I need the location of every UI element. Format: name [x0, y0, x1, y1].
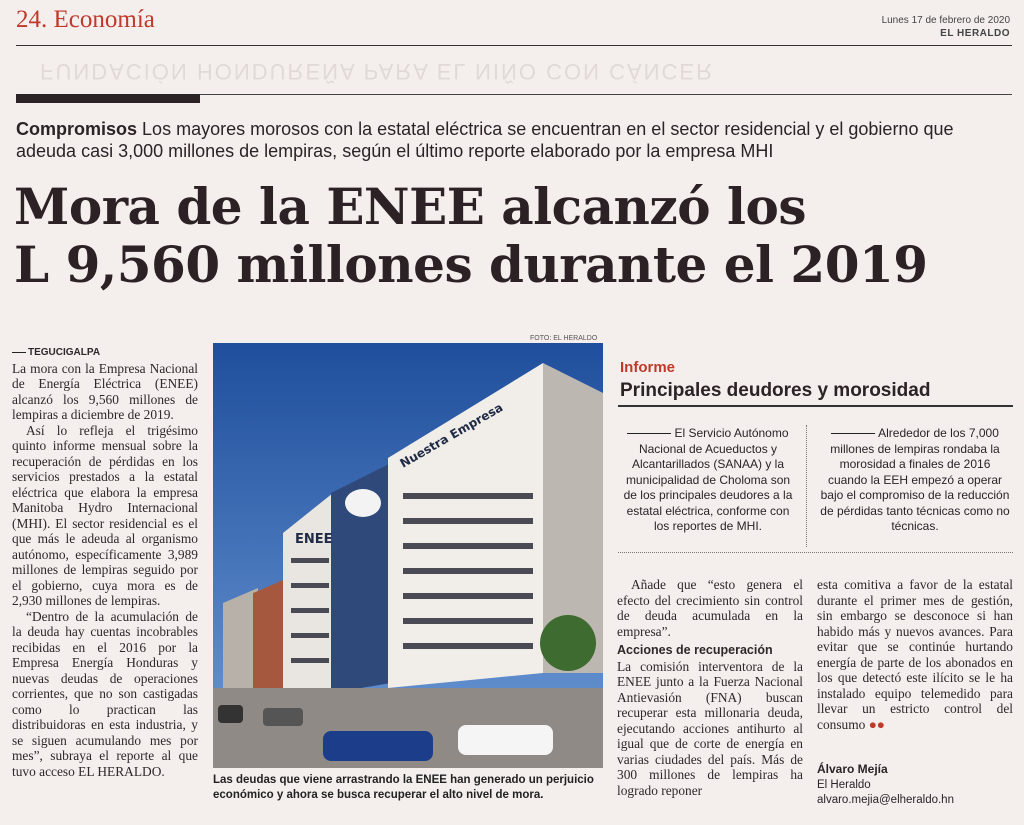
paragraph-2: Así lo refleja el trigésimo quinto informe mensual sobre la recuperación de pérdidas en los servicios prestados a la estatal eléctrica que elabora la empresa Manitoba Hydro Internacional (MHI). El sector residencial es el que más le adeuda al organismo autónomo, específicamente 3,989 millones de lempiras seguido por el gobierno, cuya mora es de 2,930 millones de lempiras. — [12, 422, 198, 608]
paragraph-3: “Dentro de la acumulación de la deuda hay cuentas incobrables recibidas en el 2016 por la Empresa Energía Honduras y nuevas deudas de operaciones corrientes, que no son castigadas como lo practican las distribuidoras en esta industria, y se siguen acumulando mes por mes”, subraya el reporte al que tuvo acceso EL HERALDO. — [12, 608, 198, 779]
building-sign-text-2: Nuestra Empresa — [397, 400, 506, 471]
body-column-3 — [617, 577, 803, 798]
deck — [16, 118, 1011, 162]
fact-2 — [820, 426, 1010, 535]
informe-rule — [618, 405, 1013, 407]
fact-rule — [627, 433, 671, 434]
author-email[interactable]: alvaro.mejia@elheraldo.hn — [817, 794, 954, 806]
building-photo — [213, 343, 603, 768]
paragraph-4: Añade que “esto genera el efecto del crecimiento sin control de deuda acumulada en la empresa”. — [617, 577, 803, 639]
building-sign-text: ENEE — [295, 532, 333, 547]
bleed-through-text: FUNDACIÓN HONDUREÑA PARA EL NIÑO CON CÁNCER — [40, 59, 714, 84]
enee-building-illustration — [213, 343, 603, 768]
paragraph-1: La mora con la Empresa Nacional de Energía Eléctrica (ENEE) alcanzó los 9,560 millones de lempiras a diciembre de 2019. — [12, 360, 198, 422]
fact-2-text: Alrededor de los 7,000 millones de lempiras rondaba la morosidad a finales de 2016 cuando la EEH empezó a operar bajo el compromiso de la reducción de pérdidas tanto técnicas como no técnicas. — [820, 426, 1010, 533]
deck-kicker: Compromisos — [16, 119, 138, 139]
fact-1-text: El Servicio Autónomo Nacional de Acueductos y Alcantarillados (SANAA) y la municipalidad de Choloma son de los principales deudores a la estatal eléctrica, conforme con los reportes de MHI. — [623, 426, 793, 533]
date-text: Lunes 17 de febrero de 2020 — [881, 15, 1010, 26]
section-title: 24. Economía — [16, 6, 155, 33]
paragraph-6: esta comitiva a favor de la estatal durante el primer mes de gestión, sin embargo se desconoce si han habido más y nuevos avances. Para evitar que se continúe hurtando energía de parte de los abonados en los que detectó este ilícito se le ha instalado equipo telemedido para llevar un estricto control del consumo — [817, 577, 1013, 732]
body-column-1 — [12, 345, 198, 779]
informe-bottom-rule — [618, 552, 1013, 553]
headline-line-1: Mora de la ENEE alcanzó los — [14, 177, 806, 236]
fact-separator — [806, 425, 808, 547]
fact-rule — [831, 433, 875, 434]
section-bar — [16, 94, 200, 103]
fact-1 — [618, 426, 798, 535]
informe-label: Informe — [620, 359, 676, 376]
issue-date — [882, 14, 1010, 40]
informe-title: Principales deudores y morosidad — [620, 380, 931, 401]
photo-credit: FOTO: EL HERALDO — [530, 335, 598, 342]
headline-line-2: L 9,560 millones durante el 2019 — [14, 235, 928, 294]
author-name: Álvaro Mejía — [817, 762, 888, 776]
headline — [14, 178, 1014, 294]
dateline: TEGUCIGALPA — [12, 345, 198, 361]
author-outlet: El Heraldo — [817, 779, 871, 791]
byline — [817, 762, 954, 808]
photo-caption: Las deudas que viene arrastrando la ENEE han generado un perjuicio económico y ahora se busca recuperar el alto nivel de mora. — [213, 774, 594, 801]
deck-text: Los mayores morosos con la estatal eléctrica se encuentran en el sector residencial y el gobierno que adeuda casi 3,000 millones de lempiras, según el último reporte elaborado por la empresa MHI — [16, 119, 954, 161]
subheading: Acciones de recuperación — [617, 643, 773, 657]
body-column-4 — [817, 577, 1013, 732]
end-mark-icon: ●● — [868, 716, 885, 732]
paragraph-5: La comisión interventora de la ENEE junto a la Fuerza Nacional Antievasión (FNA) buscan recuperar esta millonaria deuda, ejecutando acciones antihurto al igual que de corte de energía en varias ciudades del país. Más de 300 millones de lempiras ha logrado reponer — [617, 658, 803, 798]
top-rule — [16, 45, 1012, 46]
paper-name: EL HERALDO — [940, 28, 1010, 39]
